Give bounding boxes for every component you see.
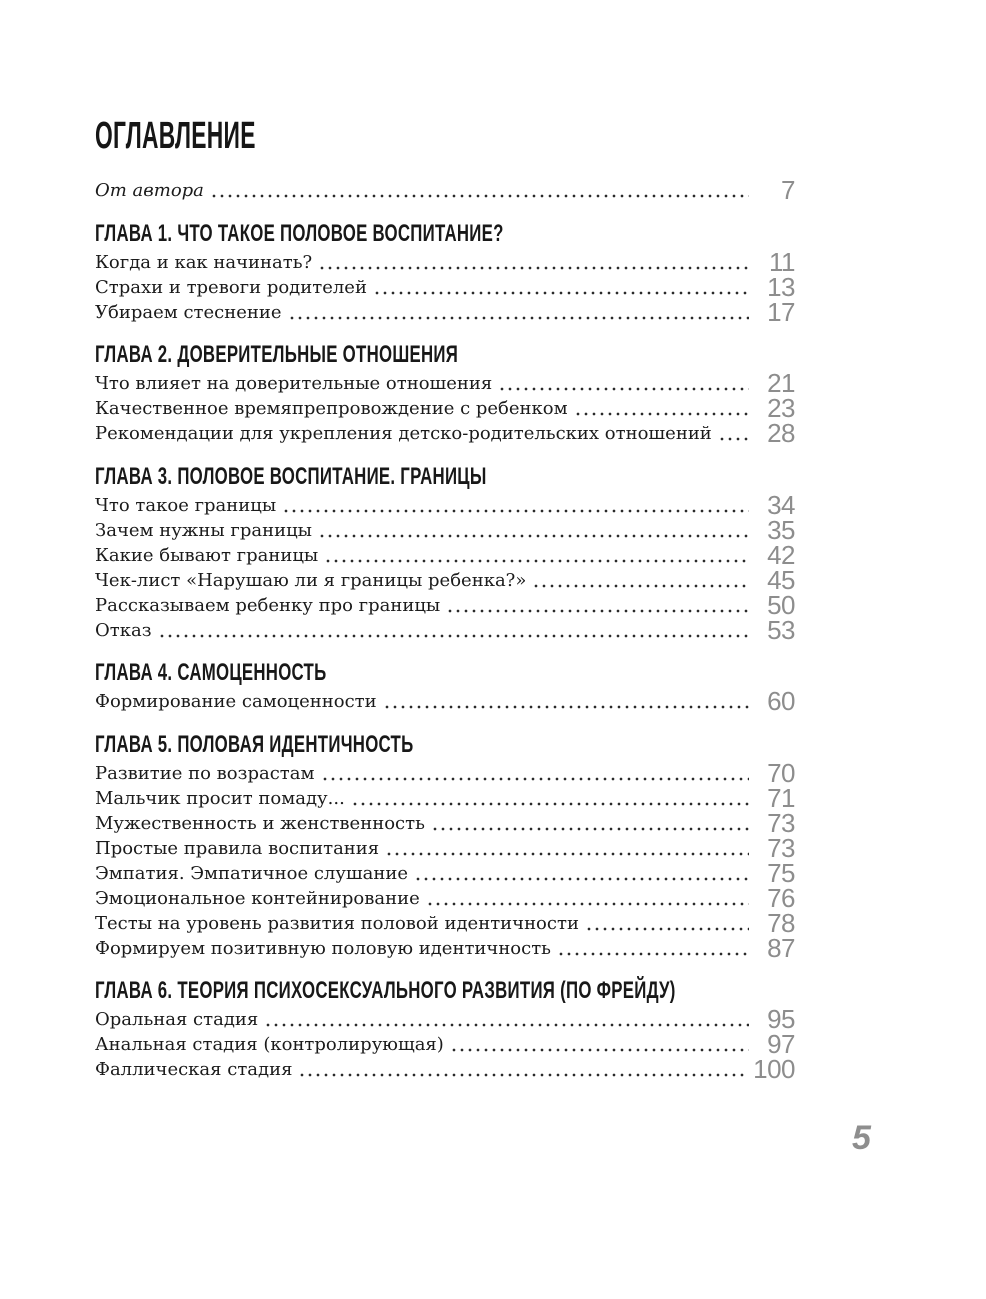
dot-leader bbox=[288, 316, 749, 320]
chapter-section bbox=[95, 464, 795, 643]
chapter-section bbox=[95, 342, 795, 446]
chapter-heading-text: ГЛАВА 4. САМОЦЕННОСТЬ bbox=[95, 659, 327, 686]
dot-leader bbox=[557, 952, 749, 956]
chapter-section bbox=[95, 660, 795, 714]
table-of-contents bbox=[95, 175, 795, 1084]
chapter-heading-text: ГЛАВА 3. ПОЛОВОЕ ВОСПИТАНИЕ. ГРАНИЦЫ bbox=[95, 462, 487, 490]
toc-entry bbox=[95, 857, 795, 888]
entry-page-number: 11 bbox=[769, 246, 795, 277]
entry-page-number: 78 bbox=[767, 907, 795, 938]
page-folio-number: 5 bbox=[852, 1119, 871, 1157]
dot-leader bbox=[318, 266, 749, 270]
entry-page-number: 87 bbox=[767, 932, 795, 963]
toc-entry bbox=[95, 514, 795, 545]
entry-label: Какие бывают границы bbox=[95, 544, 319, 566]
entry-label: Мужественность и женственность bbox=[95, 812, 425, 834]
intro-label: От автора bbox=[95, 180, 204, 201]
entry-page-number: 100 bbox=[753, 1054, 795, 1084]
chapter-section bbox=[95, 221, 795, 325]
dot-leader bbox=[282, 509, 749, 513]
dot-leader bbox=[450, 1048, 749, 1052]
entry-page-number: 21 bbox=[767, 368, 795, 398]
entry-label: Мальчик просит помаду... bbox=[95, 787, 345, 809]
entry-label: Анальная стадия (контролирующая) bbox=[95, 1034, 444, 1055]
dot-leader bbox=[498, 387, 749, 391]
entry-page-number: 75 bbox=[767, 857, 795, 888]
entry-label: Развитие по возрастам bbox=[95, 762, 315, 784]
toc-entry bbox=[95, 614, 795, 645]
chapter-heading-text: ГЛАВА 2. ДОВЕРИТЕЛЬНЫЕ ОТНОШЕНИЯ bbox=[95, 341, 459, 368]
toc-entry bbox=[95, 686, 795, 716]
toc-entry bbox=[95, 832, 795, 863]
chapter-section bbox=[95, 978, 795, 1082]
entry-page-number: 97 bbox=[767, 1029, 795, 1059]
dot-leader bbox=[210, 194, 749, 198]
entry-page-number: 35 bbox=[767, 514, 795, 545]
toc-title-text: ОГЛАВЛЕНИЕ bbox=[95, 115, 256, 157]
chapter-heading-text: ГЛАВА 1. ЧТО ТАКОЕ ПОЛОВОЕ ВОСПИТАНИЕ? bbox=[95, 219, 504, 247]
dot-leader bbox=[298, 1073, 747, 1077]
entry-page-number: 70 bbox=[767, 757, 795, 788]
toc-entry bbox=[95, 368, 795, 398]
toc-entry bbox=[95, 539, 795, 570]
toc-entry bbox=[95, 393, 795, 423]
toc-entry bbox=[95, 782, 795, 813]
dot-leader bbox=[446, 609, 749, 613]
entry-label: Что такое границы bbox=[95, 494, 277, 516]
entry-page-number: 71 bbox=[767, 782, 795, 813]
dot-leader bbox=[431, 827, 749, 831]
entry-label: Чек-лист «Нарушаю ли я границы ребенка?» bbox=[95, 569, 527, 591]
entry-page-number: 76 bbox=[767, 882, 795, 913]
entry-page-number: 28 bbox=[767, 418, 795, 448]
entry-label: Что влияет на доверительные отношения bbox=[95, 373, 493, 394]
chapter-heading bbox=[95, 978, 795, 1004]
dot-leader bbox=[324, 559, 749, 563]
entry-page-number: 42 bbox=[767, 539, 795, 570]
entry-label: Зачем нужны границы bbox=[95, 519, 312, 541]
entry-label: Убираем стеснение bbox=[95, 301, 282, 323]
dot-leader bbox=[426, 902, 749, 906]
entry-label: Качественное времяпрепровождение с ребенком bbox=[95, 398, 568, 419]
entry-label: Формирование самоценности bbox=[95, 691, 377, 712]
chapter-heading-text: ГЛАВА 6. ТЕОРИЯ ПСИХОСЕКСУАЛЬНОГО РАЗВИТИЯ (ПО ФРЕЙДУ) bbox=[95, 977, 676, 1004]
entry-label: Оральная стадия bbox=[95, 1009, 259, 1030]
toc-title bbox=[95, 116, 363, 156]
entry-page-number: 23 bbox=[767, 393, 795, 423]
chapter-heading bbox=[95, 342, 795, 368]
chapter-heading bbox=[95, 464, 795, 490]
dot-leader bbox=[574, 412, 749, 416]
entry-page-number: 34 bbox=[767, 489, 795, 520]
entry-page-number: 95 bbox=[767, 1004, 795, 1034]
entry-page-number: 53 bbox=[767, 614, 795, 645]
toc-entry bbox=[95, 907, 795, 938]
dot-leader bbox=[385, 852, 749, 856]
toc-entry bbox=[95, 807, 795, 838]
dot-leader bbox=[383, 705, 749, 709]
entry-page-number: 45 bbox=[767, 564, 795, 595]
chapter-heading bbox=[95, 732, 795, 758]
entry-page-number: 50 bbox=[767, 589, 795, 620]
toc-intro-row bbox=[95, 175, 795, 205]
toc-entry bbox=[95, 757, 795, 788]
entry-label: Формируем позитивную половую идентичность bbox=[95, 937, 551, 959]
dot-leader bbox=[414, 877, 749, 881]
entry-page-number: 60 bbox=[767, 686, 795, 716]
toc-entry bbox=[95, 489, 795, 520]
chapter-section bbox=[95, 732, 795, 961]
chapter-heading-text: ГЛАВА 5. ПОЛОВАЯ ИДЕНТИЧНОСТЬ bbox=[95, 730, 414, 758]
chapter-heading bbox=[95, 221, 795, 247]
toc-entry bbox=[95, 564, 795, 595]
toc-entry bbox=[95, 1054, 795, 1084]
dot-leader bbox=[718, 437, 749, 441]
dot-leader bbox=[373, 291, 749, 295]
toc-entry bbox=[95, 296, 795, 327]
toc-entry bbox=[95, 1004, 795, 1034]
toc-entry bbox=[95, 271, 795, 302]
entry-label: Когда и как начинать? bbox=[95, 251, 313, 273]
dot-leader bbox=[321, 777, 750, 781]
entry-page-number: 73 bbox=[767, 832, 795, 863]
dot-leader bbox=[585, 927, 749, 931]
dot-leader bbox=[264, 1023, 749, 1027]
toc-entry bbox=[95, 246, 795, 277]
entry-label: Рассказываем ребенку про границы bbox=[95, 594, 441, 616]
intro-page-number: 7 bbox=[781, 175, 795, 205]
entry-label: Простые правила воспитания bbox=[95, 837, 380, 859]
entry-label: Тесты на уровень развития половой идентичности bbox=[95, 912, 579, 934]
entry-page-number: 73 bbox=[767, 807, 795, 838]
entry-page-number: 17 bbox=[767, 296, 795, 327]
toc-entry bbox=[95, 418, 795, 448]
toc-entry bbox=[95, 932, 795, 963]
entry-label: Эмоциональное контейнирование bbox=[95, 887, 420, 909]
toc-entry bbox=[95, 882, 795, 913]
entry-label: Фаллическая стадия bbox=[95, 1059, 293, 1080]
chapter-heading bbox=[95, 660, 795, 686]
dot-leader bbox=[351, 802, 749, 806]
entry-label: Страхи и тревоги родителей bbox=[95, 276, 367, 298]
entry-label: Отказ bbox=[95, 619, 152, 641]
entry-label: Эмпатия. Эмпатичное слушание bbox=[95, 862, 409, 884]
entry-page-number: 13 bbox=[767, 271, 795, 302]
entry-label: Рекомендации для укрепления детско-родительских отношений bbox=[95, 423, 712, 444]
toc-entry bbox=[95, 589, 795, 620]
dot-leader bbox=[532, 584, 749, 588]
dot-leader bbox=[318, 534, 749, 538]
toc-entry bbox=[95, 1029, 795, 1059]
dot-leader bbox=[158, 634, 749, 638]
